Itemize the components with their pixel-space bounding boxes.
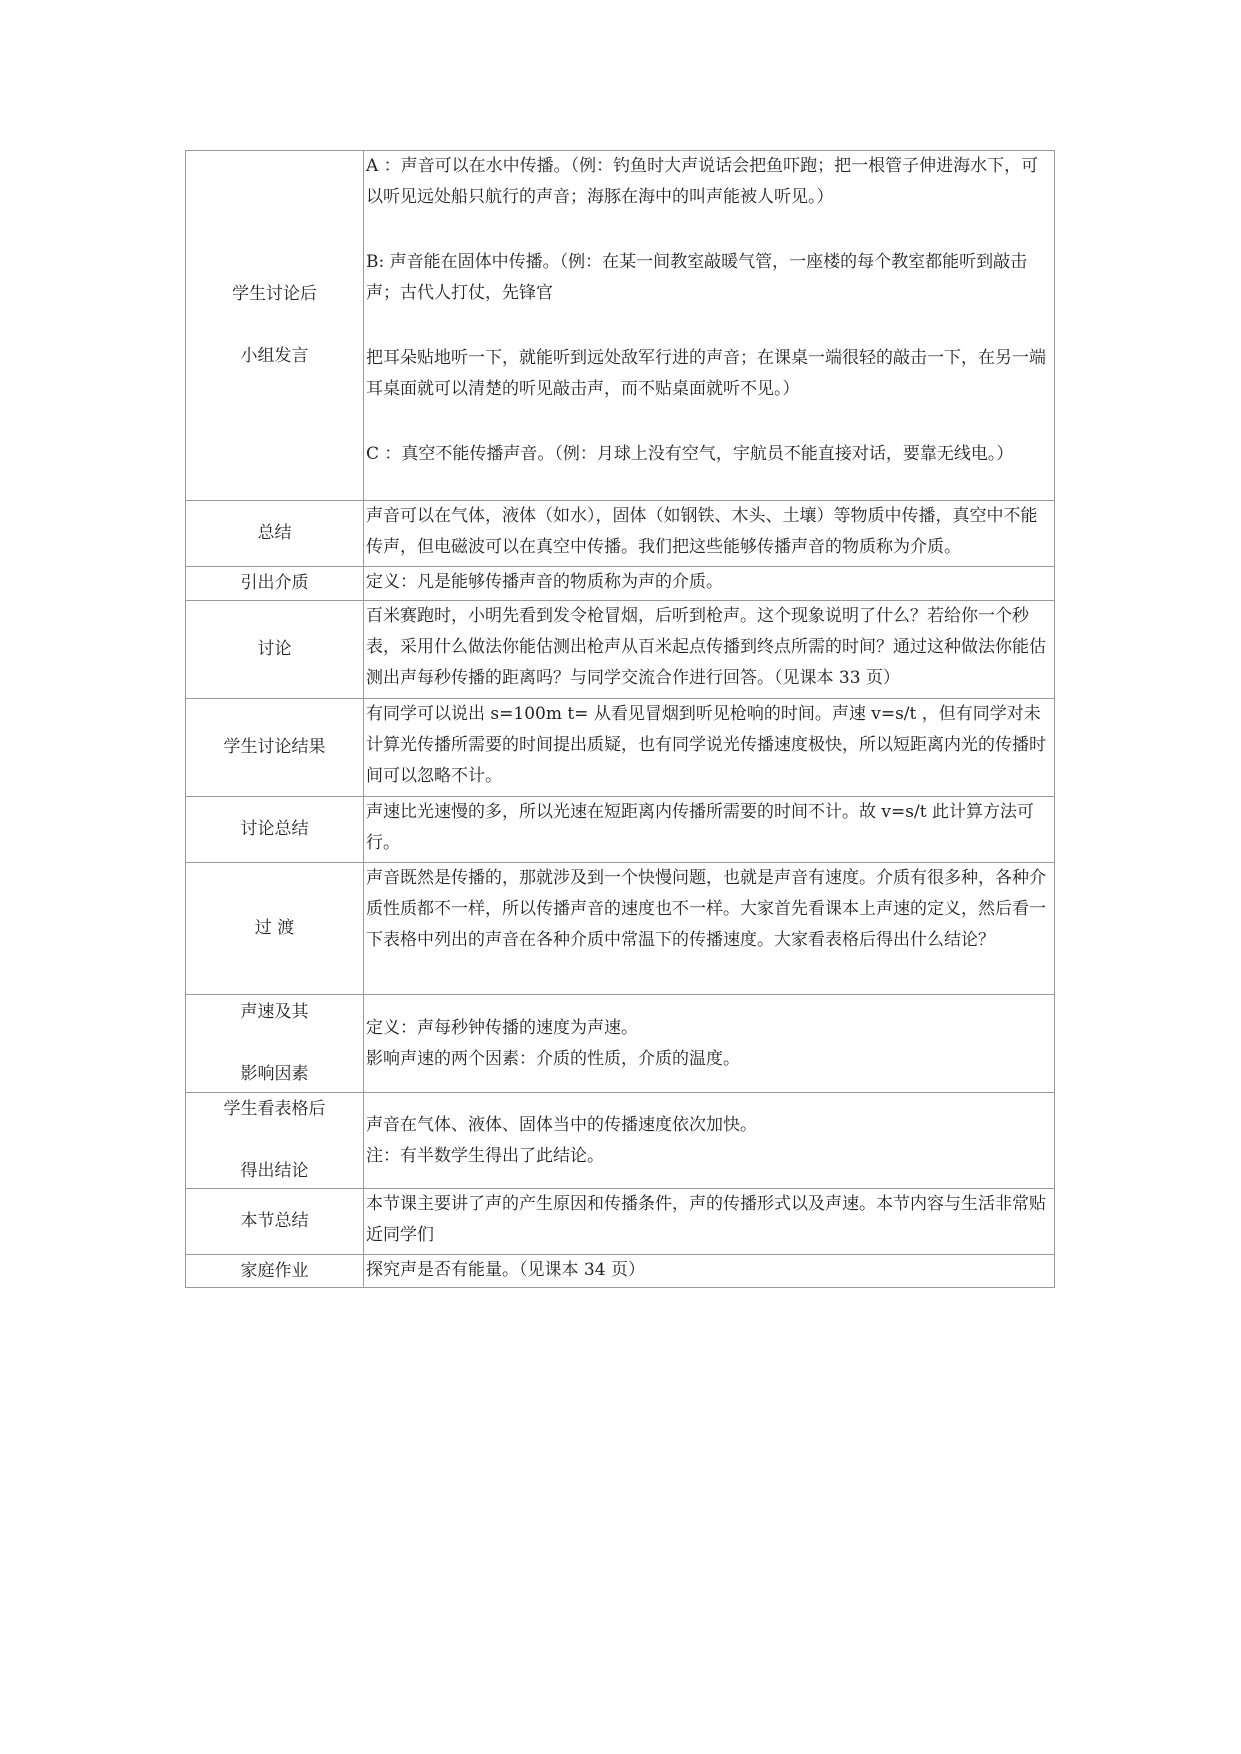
table-row	[186, 699, 1055, 797]
row-label-line: 讨论	[257, 639, 292, 659]
row-label-line: 学生讨论后	[232, 284, 317, 304]
paragraph: 定义：声每秒钟传播的速度为声速。	[366, 1017, 638, 1038]
row-label-summary	[186, 501, 364, 567]
paragraph-ear-to-ground: 把耳朵贴地听一下，就能听到远处敌军行进的声音；在课桌一端很轻的敲击一下，在另一端耳桌面就可以清楚的听见敲击声，而不贴桌面就听不见。）	[366, 348, 1046, 399]
row-content-transition	[364, 863, 1055, 995]
row-label-line: 总结	[257, 523, 292, 543]
row-label-line: 讨论总结	[240, 819, 309, 839]
lesson-plan-table	[185, 150, 1055, 1288]
row-label-line: 家庭作业	[240, 1260, 309, 1281]
row-label-discussion	[186, 601, 364, 699]
table-row	[186, 1093, 1055, 1189]
paragraph: 注：有半数学生得出了此结论。	[366, 1145, 604, 1166]
row-label-line: 引出介质	[240, 573, 309, 593]
row-label-transition	[186, 863, 364, 995]
table-row	[186, 863, 1055, 995]
paragraph: 本节课主要讲了声的产生原因和传播条件，声的传播形式以及声速。本节内容与生活非常贴近同学们	[366, 1194, 1046, 1245]
row-content-sound-media-examples	[364, 151, 1055, 501]
paragraph: 声速比光速慢的多，所以光速在短距离内传播所需要的时间不计。故 v=s/t 此计算方法可行。	[366, 802, 1034, 853]
paragraph-water: A ：声音可以在水中传播。（例：钓鱼时大声说话会把鱼吓跑；把一根管子伸进海水下，可以听见远处船只航行的声音；海豚在海中的叫声能被人听见。）	[366, 156, 1039, 207]
row-label-section-summary	[186, 1189, 364, 1255]
table-row	[186, 1255, 1055, 1288]
paragraph: 声音可以在气体，液体（如水），固体（如钢铁、木头、土壤）等物质中传播，真空中不能传声，但电磁波可以在真空中传播。我们把这些能够传播声音的物质称为介质。	[366, 506, 1038, 557]
row-label-line: 学生看表格后	[223, 1099, 326, 1119]
row-label-line: 影响因素	[240, 1064, 309, 1084]
paragraph: 定义：凡是能够传播声音的物质称为声的介质。	[366, 572, 723, 592]
row-label-table-conclusion	[186, 1093, 364, 1189]
paragraph: 有同学可以说出 s=100m t= 从看见冒烟到听见枪响的时间。声速 v=s/t ，但有同学对未计算光传播所需要的时间提出质疑，也有同学说光传播速度极快，所以短距离内光的传播时间可以忽略不计。	[366, 704, 1046, 786]
row-content-discussion	[364, 601, 1055, 699]
table-row	[186, 1189, 1055, 1255]
paragraph-solid: B: 声音能在固体中传播。（例：在某一间教室敲暖气管，一座楼的每个教室都能听到敲击声；古代人打仗，先锋官	[366, 252, 1028, 303]
paragraph: 声音在气体、液体、固体当中的传播速度依次加快。	[366, 1114, 757, 1135]
row-label-line: 小组发言	[240, 346, 309, 366]
row-label-line: 声速及其	[240, 1002, 309, 1022]
row-label-line: 得出结论	[240, 1161, 309, 1181]
paragraph-vacuum: C ：真空不能传播声音。（例：月球上没有空气，宇航员不能直接对话，要靠无线电。）	[366, 444, 1014, 464]
table-row	[186, 501, 1055, 567]
table-row	[186, 797, 1055, 863]
row-label-introduce-medium	[186, 567, 364, 601]
row-content-sound-speed-factors	[364, 995, 1055, 1093]
row-label-line: 过 渡	[254, 918, 295, 938]
table-row	[186, 601, 1055, 699]
row-label-homework	[186, 1255, 364, 1288]
row-label-line: 学生讨论结果	[223, 737, 326, 757]
row-content-medium-definition	[364, 567, 1055, 601]
paragraph: 百米赛跑时，小明先看到发令枪冒烟，后听到枪声。这个现象说明了什么？若给你一个秒表，采用什么做法你能估测出枪声从百米起点传播到终点所需的时间？通过这种做法你能估测出声每秒传播的距离吗？与同学交流合作进行回答。（见课本 33 页）	[366, 606, 1046, 688]
table-row	[186, 567, 1055, 601]
row-content-discussion-result	[364, 699, 1055, 797]
table-row	[186, 995, 1055, 1093]
row-content-section-summary	[364, 1189, 1055, 1255]
table-row	[186, 151, 1055, 501]
row-content-summary	[364, 501, 1055, 567]
row-label-discussion-speech	[186, 151, 364, 501]
row-label-discussion-result	[186, 699, 364, 797]
row-label-line: 本节总结	[240, 1211, 309, 1231]
row-content-discussion-summary	[364, 797, 1055, 863]
row-content-table-conclusion	[364, 1093, 1055, 1189]
paragraph: 声音既然是传播的，那就涉及到一个快慢问题，也就是声音有速度。介质有很多种，各种介质性质都不一样，所以传播声音的速度也不一样。大家首先看课本上声速的定义，然后看一下表格中列出的声音在各种介质中常温下的传播速度。大家看表格后得出什么结论？	[366, 868, 1046, 950]
paragraph: 影响声速的两个因素：介质的性质，介质的温度。	[366, 1048, 740, 1069]
row-content-homework	[364, 1255, 1055, 1288]
row-label-discussion-summary	[186, 797, 364, 863]
paragraph: 探究声是否有能量。（见课本 34 页）	[366, 1260, 645, 1280]
row-label-sound-speed-factors	[186, 995, 364, 1093]
